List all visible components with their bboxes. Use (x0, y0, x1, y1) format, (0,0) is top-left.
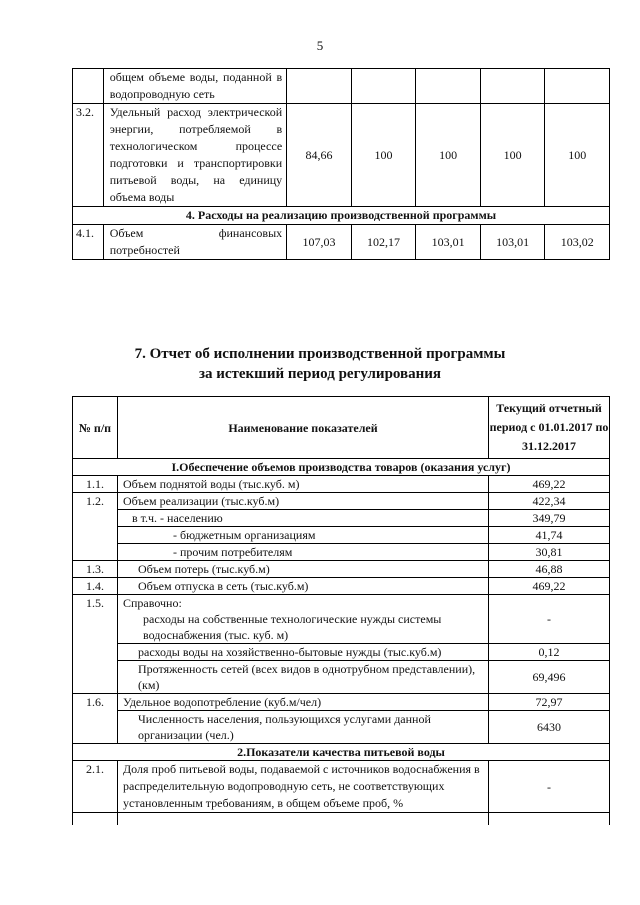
table-row (73, 595, 610, 644)
table-row (73, 527, 610, 544)
row-name: Удельное водопотребление (куб.м/чел) (118, 694, 489, 711)
header-row (73, 397, 610, 459)
row-number: 4.1. (73, 225, 104, 260)
program-table (72, 68, 610, 260)
row-number (73, 69, 104, 104)
table-row (73, 711, 610, 744)
row-value: 422,34 (489, 493, 610, 510)
section-heading: 2.Показатели качества питьевой воды (73, 744, 610, 761)
row-name: Протяженность сетей (всех видов в однотрубном представлении), (км) (118, 661, 489, 694)
report-title (0, 344, 640, 384)
row-name: - бюджетным организациям (118, 527, 489, 544)
table-row (73, 544, 610, 561)
row-value: 469,22 (489, 578, 610, 595)
cut-cell (489, 813, 610, 826)
row-value (287, 69, 352, 104)
section-row (73, 207, 610, 225)
row-number: 1.6. (73, 694, 118, 744)
row-value: 72,97 (489, 694, 610, 711)
row-name: Объем потерь (тыс.куб.м) (118, 561, 489, 578)
header-number: № п/п (73, 397, 118, 459)
report-title-line1: 7. Отчет об исполнении производственной программы (134, 346, 506, 362)
row-number: 1.4. (73, 578, 118, 595)
row-name: Объем финансовых потребностей (103, 225, 286, 260)
header-name: Наименование показателей (118, 397, 489, 459)
table-row (73, 694, 610, 711)
cut-cell (73, 813, 118, 826)
row-value: 349,79 (489, 510, 610, 527)
row-value: 41,74 (489, 527, 610, 544)
row-value: 100 (351, 104, 416, 207)
section-row (73, 744, 610, 761)
row-number: 1.3. (73, 561, 118, 578)
row-value (480, 69, 545, 104)
row-number: 1.5. (73, 595, 118, 694)
report-table (72, 396, 610, 825)
row-name: Удельный расход электрической энергии, потребляемой в технологическом процессе подготовки и транспортировки питьевой воды, на единицу объема воды (103, 104, 286, 207)
row-value: 100 (545, 104, 610, 207)
cut-cell (118, 813, 489, 826)
row-value: 107,03 (287, 225, 352, 260)
table-row (73, 510, 610, 527)
row-value: 103,02 (545, 225, 610, 260)
section-row (73, 459, 610, 476)
row-name: - прочим потребителям (118, 544, 489, 561)
row-name: Объем реализации (тыс.куб.м) (118, 493, 489, 510)
row-number: 2.1. (73, 761, 118, 813)
row-value (416, 69, 481, 104)
table-row (73, 476, 610, 493)
row-value: 69,496 (489, 661, 610, 694)
row-name: Доля проб питьевой воды, подаваемой с источников водоснабжения в распределительную водопроводную сеть, не соответствующих установленным требованиям, в общем объеме проб, % (118, 761, 489, 813)
report-title-line2: за истекший период регулирования (198, 366, 442, 382)
row-value: 46,88 (489, 561, 610, 578)
row-value: 100 (480, 104, 545, 207)
row-number: 3.2. (73, 104, 104, 207)
table-row-cut (73, 813, 610, 826)
row-value: - (489, 595, 610, 644)
section-heading: 4. Расходы на реализацию производственной программы (73, 207, 610, 225)
reference-label: Справочно: (123, 596, 182, 610)
row-name: расходы воды на хозяйственно-бытовые нужды (тыс.куб.м) (118, 644, 489, 661)
table-row (73, 69, 610, 104)
page-number: 5 (316, 38, 324, 53)
row-name: Численность населения, пользующихся услугами данной организации (чел.) (118, 711, 489, 744)
row-value: 30,81 (489, 544, 610, 561)
table-row (73, 761, 610, 813)
row-value: 469,22 (489, 476, 610, 493)
row-name: в т.ч. - населению (118, 510, 489, 527)
row-name: Объем отпуска в сеть (тыс.куб.м) (118, 578, 489, 595)
row-value: 103,01 (480, 225, 545, 260)
row-name: Объем поднятой воды (тыс.куб. м) (118, 476, 489, 493)
table-row (73, 644, 610, 661)
row-value: 100 (416, 104, 481, 207)
section-heading: I.Обеспечение объемов производства товаров (оказания услуг) (73, 459, 610, 476)
table-row (73, 561, 610, 578)
row-value: 6430 (489, 711, 610, 744)
table-row (73, 225, 610, 260)
table-row (73, 578, 610, 595)
row-value: 102,17 (351, 225, 416, 260)
row-value: - (489, 761, 610, 813)
row-name: общем объеме воды, поданной в водопроводную сеть (103, 69, 286, 104)
row-number: 1.2. (73, 493, 118, 561)
row-value (545, 69, 610, 104)
reference-item: расходы на собственные технологические нужды системы водоснабжения (тыс. куб. м) (143, 612, 442, 642)
row-value: 84,66 (287, 104, 352, 207)
header-period: Текущий отчетный период с 01.01.2017 по 31.12.2017 (489, 397, 610, 459)
table-row (73, 661, 610, 694)
row-value (351, 69, 416, 104)
row-value: 0,12 (489, 644, 610, 661)
row-value: 103,01 (416, 225, 481, 260)
row-number: 1.1. (73, 476, 118, 493)
row-name (118, 595, 489, 644)
table-row (73, 104, 610, 207)
table-row (73, 493, 610, 510)
